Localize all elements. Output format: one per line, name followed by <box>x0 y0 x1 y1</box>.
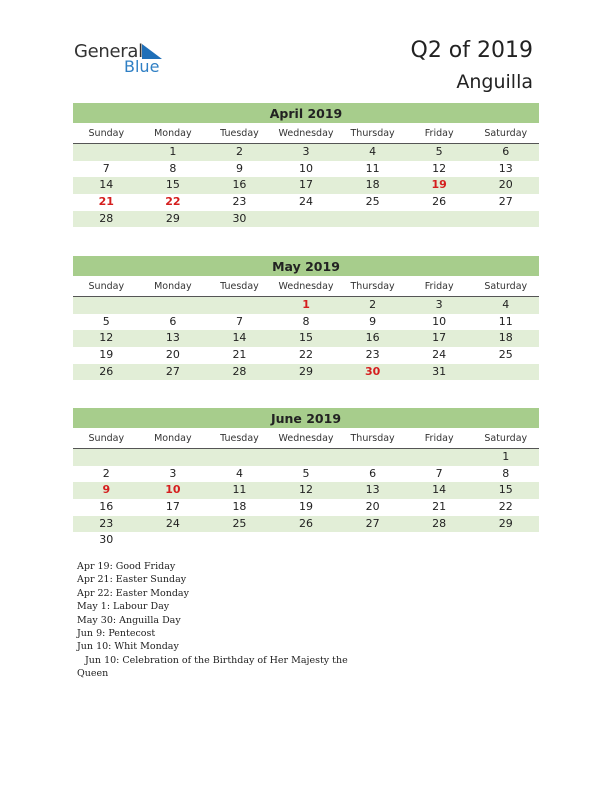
weekday-label: Thursday <box>350 128 395 139</box>
date-cell <box>339 449 406 466</box>
date-cell: 15 <box>165 178 180 192</box>
date-cell: 25 <box>232 516 247 530</box>
date-cell <box>206 532 273 549</box>
date-cell: 12 <box>432 161 447 175</box>
logo <box>74 41 174 77</box>
date-cell: 6 <box>169 314 177 328</box>
weekday-header-row <box>73 279 539 297</box>
date-cell: 30 <box>99 533 114 547</box>
date-cell: 18 <box>498 331 513 345</box>
week-row <box>73 194 539 211</box>
holiday-note: Jun 9: Pentecost <box>77 628 156 640</box>
date-cell: 10 <box>299 161 314 175</box>
weekday-label: Tuesday <box>220 128 259 139</box>
date-cell: 26 <box>432 195 447 209</box>
date-cell <box>140 297 207 314</box>
week-row <box>73 499 539 516</box>
date-cell: 6 <box>502 145 510 158</box>
week-row <box>73 516 539 533</box>
date-cell <box>73 144 140 161</box>
date-cell: 13 <box>165 331 180 345</box>
date-cell: 11 <box>498 314 513 328</box>
date-cell: 1 <box>169 145 177 158</box>
date-cell: 5 <box>302 466 310 480</box>
date-cell: 4 <box>502 298 510 311</box>
week-row <box>73 177 539 194</box>
holiday-date-cell: 22 <box>165 195 181 209</box>
date-cell: 4 <box>369 145 377 158</box>
holiday-notes <box>77 560 377 681</box>
date-cell <box>472 211 539 228</box>
date-cell: 13 <box>365 483 380 497</box>
date-cell: 28 <box>432 516 447 530</box>
date-cell: 23 <box>232 195 247 209</box>
date-cell: 17 <box>432 331 447 345</box>
date-cell: 28 <box>99 211 114 225</box>
date-cell <box>73 297 140 314</box>
weekday-label: Saturday <box>484 281 528 292</box>
holiday-note: May 1: Labour Day <box>77 601 170 613</box>
date-cell <box>406 532 473 549</box>
logo-text-general: General <box>74 41 143 62</box>
date-cell: 27 <box>365 516 380 530</box>
date-cell: 18 <box>232 500 247 514</box>
date-cell: 23 <box>99 516 114 530</box>
date-cell: 3 <box>435 298 443 311</box>
weekday-label: Thursday <box>350 281 395 292</box>
holiday-note: May 30: Anguilla Day <box>77 614 181 626</box>
week-row <box>73 161 539 178</box>
weekday-header-row <box>73 126 539 144</box>
holiday-date-cell: 1 <box>302 298 310 311</box>
weekday-label: Monday <box>154 281 192 292</box>
date-cell: 29 <box>299 364 314 378</box>
date-cell: 8 <box>302 314 310 328</box>
week-row <box>73 482 539 499</box>
date-cell: 19 <box>299 500 314 514</box>
date-cell: 7 <box>102 161 110 175</box>
date-cell: 15 <box>299 331 314 345</box>
holiday-note: Apr 21: Easter Sunday <box>77 574 187 586</box>
date-cell: 7 <box>235 314 243 328</box>
date-cell: 24 <box>165 516 180 530</box>
date-cell: 26 <box>99 364 114 378</box>
date-cell: 14 <box>99 178 114 192</box>
date-cell: 22 <box>299 348 314 362</box>
date-cell: 20 <box>498 178 513 192</box>
page-title: Q2 of 2019 <box>410 38 533 63</box>
date-cell: 23 <box>365 348 380 362</box>
logo-text-blue: Blue <box>124 57 160 76</box>
holiday-note: Apr 19: Good Friday <box>77 561 176 572</box>
weekday-label: Thursday <box>350 433 395 444</box>
date-cell: 5 <box>435 145 443 158</box>
date-cell <box>206 297 273 314</box>
month-april <box>73 103 539 227</box>
date-cell <box>140 532 207 549</box>
week-row <box>73 466 539 483</box>
date-cell <box>472 364 539 381</box>
month-title: June 2019 <box>73 408 539 428</box>
date-cell: 16 <box>232 178 247 192</box>
date-cell: 2 <box>369 298 377 311</box>
weekday-label: Wednesday <box>278 128 334 139</box>
country-name: Anguilla <box>456 71 533 93</box>
date-cell: 24 <box>299 195 314 209</box>
date-cell: 4 <box>235 466 243 480</box>
holiday-note: Jun 10: Whit Monday <box>77 641 179 653</box>
holiday-date-cell: 9 <box>102 483 111 497</box>
holiday-note: Apr 22: Easter Monday <box>77 587 189 599</box>
week-row <box>73 211 539 228</box>
weekday-label: Tuesday <box>220 281 259 292</box>
weekday-label: Friday <box>424 281 454 292</box>
date-cell: 26 <box>299 516 314 530</box>
date-cell: 29 <box>498 516 513 530</box>
week-row <box>73 330 539 347</box>
date-cell: 8 <box>169 161 177 175</box>
weekday-label: Friday <box>424 128 454 139</box>
weekday-label: Wednesday <box>278 433 334 444</box>
date-cell: 13 <box>498 161 513 175</box>
date-cell: 25 <box>498 348 513 362</box>
date-cell: 21 <box>432 500 447 514</box>
date-cell: 30 <box>232 211 247 225</box>
holiday-date-cell: 21 <box>98 195 114 209</box>
date-cell: 3 <box>302 145 310 158</box>
weekday-label: Monday <box>154 433 192 444</box>
date-cell: 7 <box>435 466 443 480</box>
week-row <box>73 347 539 364</box>
date-cell: 28 <box>232 364 247 378</box>
date-cell: 3 <box>169 466 177 480</box>
date-cell: 18 <box>365 178 380 192</box>
week-row <box>73 449 539 466</box>
date-cell: 2 <box>102 466 110 480</box>
date-cell <box>273 449 340 466</box>
date-cell <box>206 449 273 466</box>
weekday-label: Sunday <box>88 128 125 139</box>
month-title: April 2019 <box>73 103 539 123</box>
date-cell: 15 <box>498 483 513 497</box>
date-cell: 29 <box>165 211 180 225</box>
weekday-label: Wednesday <box>278 281 334 292</box>
date-cell: 22 <box>498 500 513 514</box>
holiday-date-cell: 10 <box>165 483 181 497</box>
date-cell: 14 <box>432 483 447 497</box>
month-title: May 2019 <box>73 256 539 276</box>
week-row <box>73 297 539 314</box>
date-cell <box>73 449 140 466</box>
weekday-label: Saturday <box>484 433 528 444</box>
date-cell: 10 <box>432 314 447 328</box>
week-row <box>73 364 539 381</box>
date-cell: 11 <box>232 483 247 497</box>
date-cell: 17 <box>299 178 314 192</box>
date-cell <box>140 449 207 466</box>
date-cell <box>472 532 539 549</box>
date-cell: 27 <box>165 364 180 378</box>
date-cell <box>273 532 340 549</box>
weekday-label: Saturday <box>484 128 528 139</box>
holiday-note: Jun 10: Celebration of the Birthday of Her Majesty the Queen <box>77 654 348 680</box>
date-cell: 25 <box>365 195 380 209</box>
week-row <box>73 314 539 331</box>
date-cell: 12 <box>99 331 114 345</box>
date-cell <box>406 449 473 466</box>
weekday-label: Tuesday <box>220 433 259 444</box>
holiday-date-cell: 19 <box>431 178 447 192</box>
date-cell: 16 <box>365 331 380 345</box>
date-cell <box>339 532 406 549</box>
date-cell: 20 <box>165 348 180 362</box>
date-cell: 12 <box>299 483 314 497</box>
week-row <box>73 532 539 549</box>
weekday-label: Monday <box>154 128 192 139</box>
week-row <box>73 144 539 161</box>
date-cell: 9 <box>235 161 243 175</box>
date-cell <box>273 211 340 228</box>
weekday-label: Friday <box>424 433 454 444</box>
date-cell: 27 <box>498 195 513 209</box>
date-cell: 24 <box>432 348 447 362</box>
date-cell <box>339 211 406 228</box>
date-cell: 5 <box>102 314 110 328</box>
date-cell: 31 <box>432 364 447 378</box>
weekday-label: Sunday <box>88 433 125 444</box>
date-cell: 19 <box>99 348 114 362</box>
date-cell: 6 <box>369 466 377 480</box>
date-cell: 21 <box>232 348 247 362</box>
month-june <box>73 408 539 549</box>
month-may <box>73 256 539 380</box>
weekday-header-row <box>73 431 539 449</box>
weekday-label: Sunday <box>88 281 125 292</box>
date-cell: 20 <box>365 500 380 514</box>
date-cell: 2 <box>235 145 243 158</box>
date-cell: 16 <box>99 500 114 514</box>
date-cell: 17 <box>165 500 180 514</box>
date-cell: 11 <box>365 161 380 175</box>
holiday-date-cell: 30 <box>364 364 381 378</box>
date-cell: 14 <box>232 331 247 345</box>
date-cell: 9 <box>369 314 377 328</box>
date-cell <box>406 211 473 228</box>
date-cell: 1 <box>502 450 510 463</box>
date-cell: 8 <box>502 466 510 480</box>
